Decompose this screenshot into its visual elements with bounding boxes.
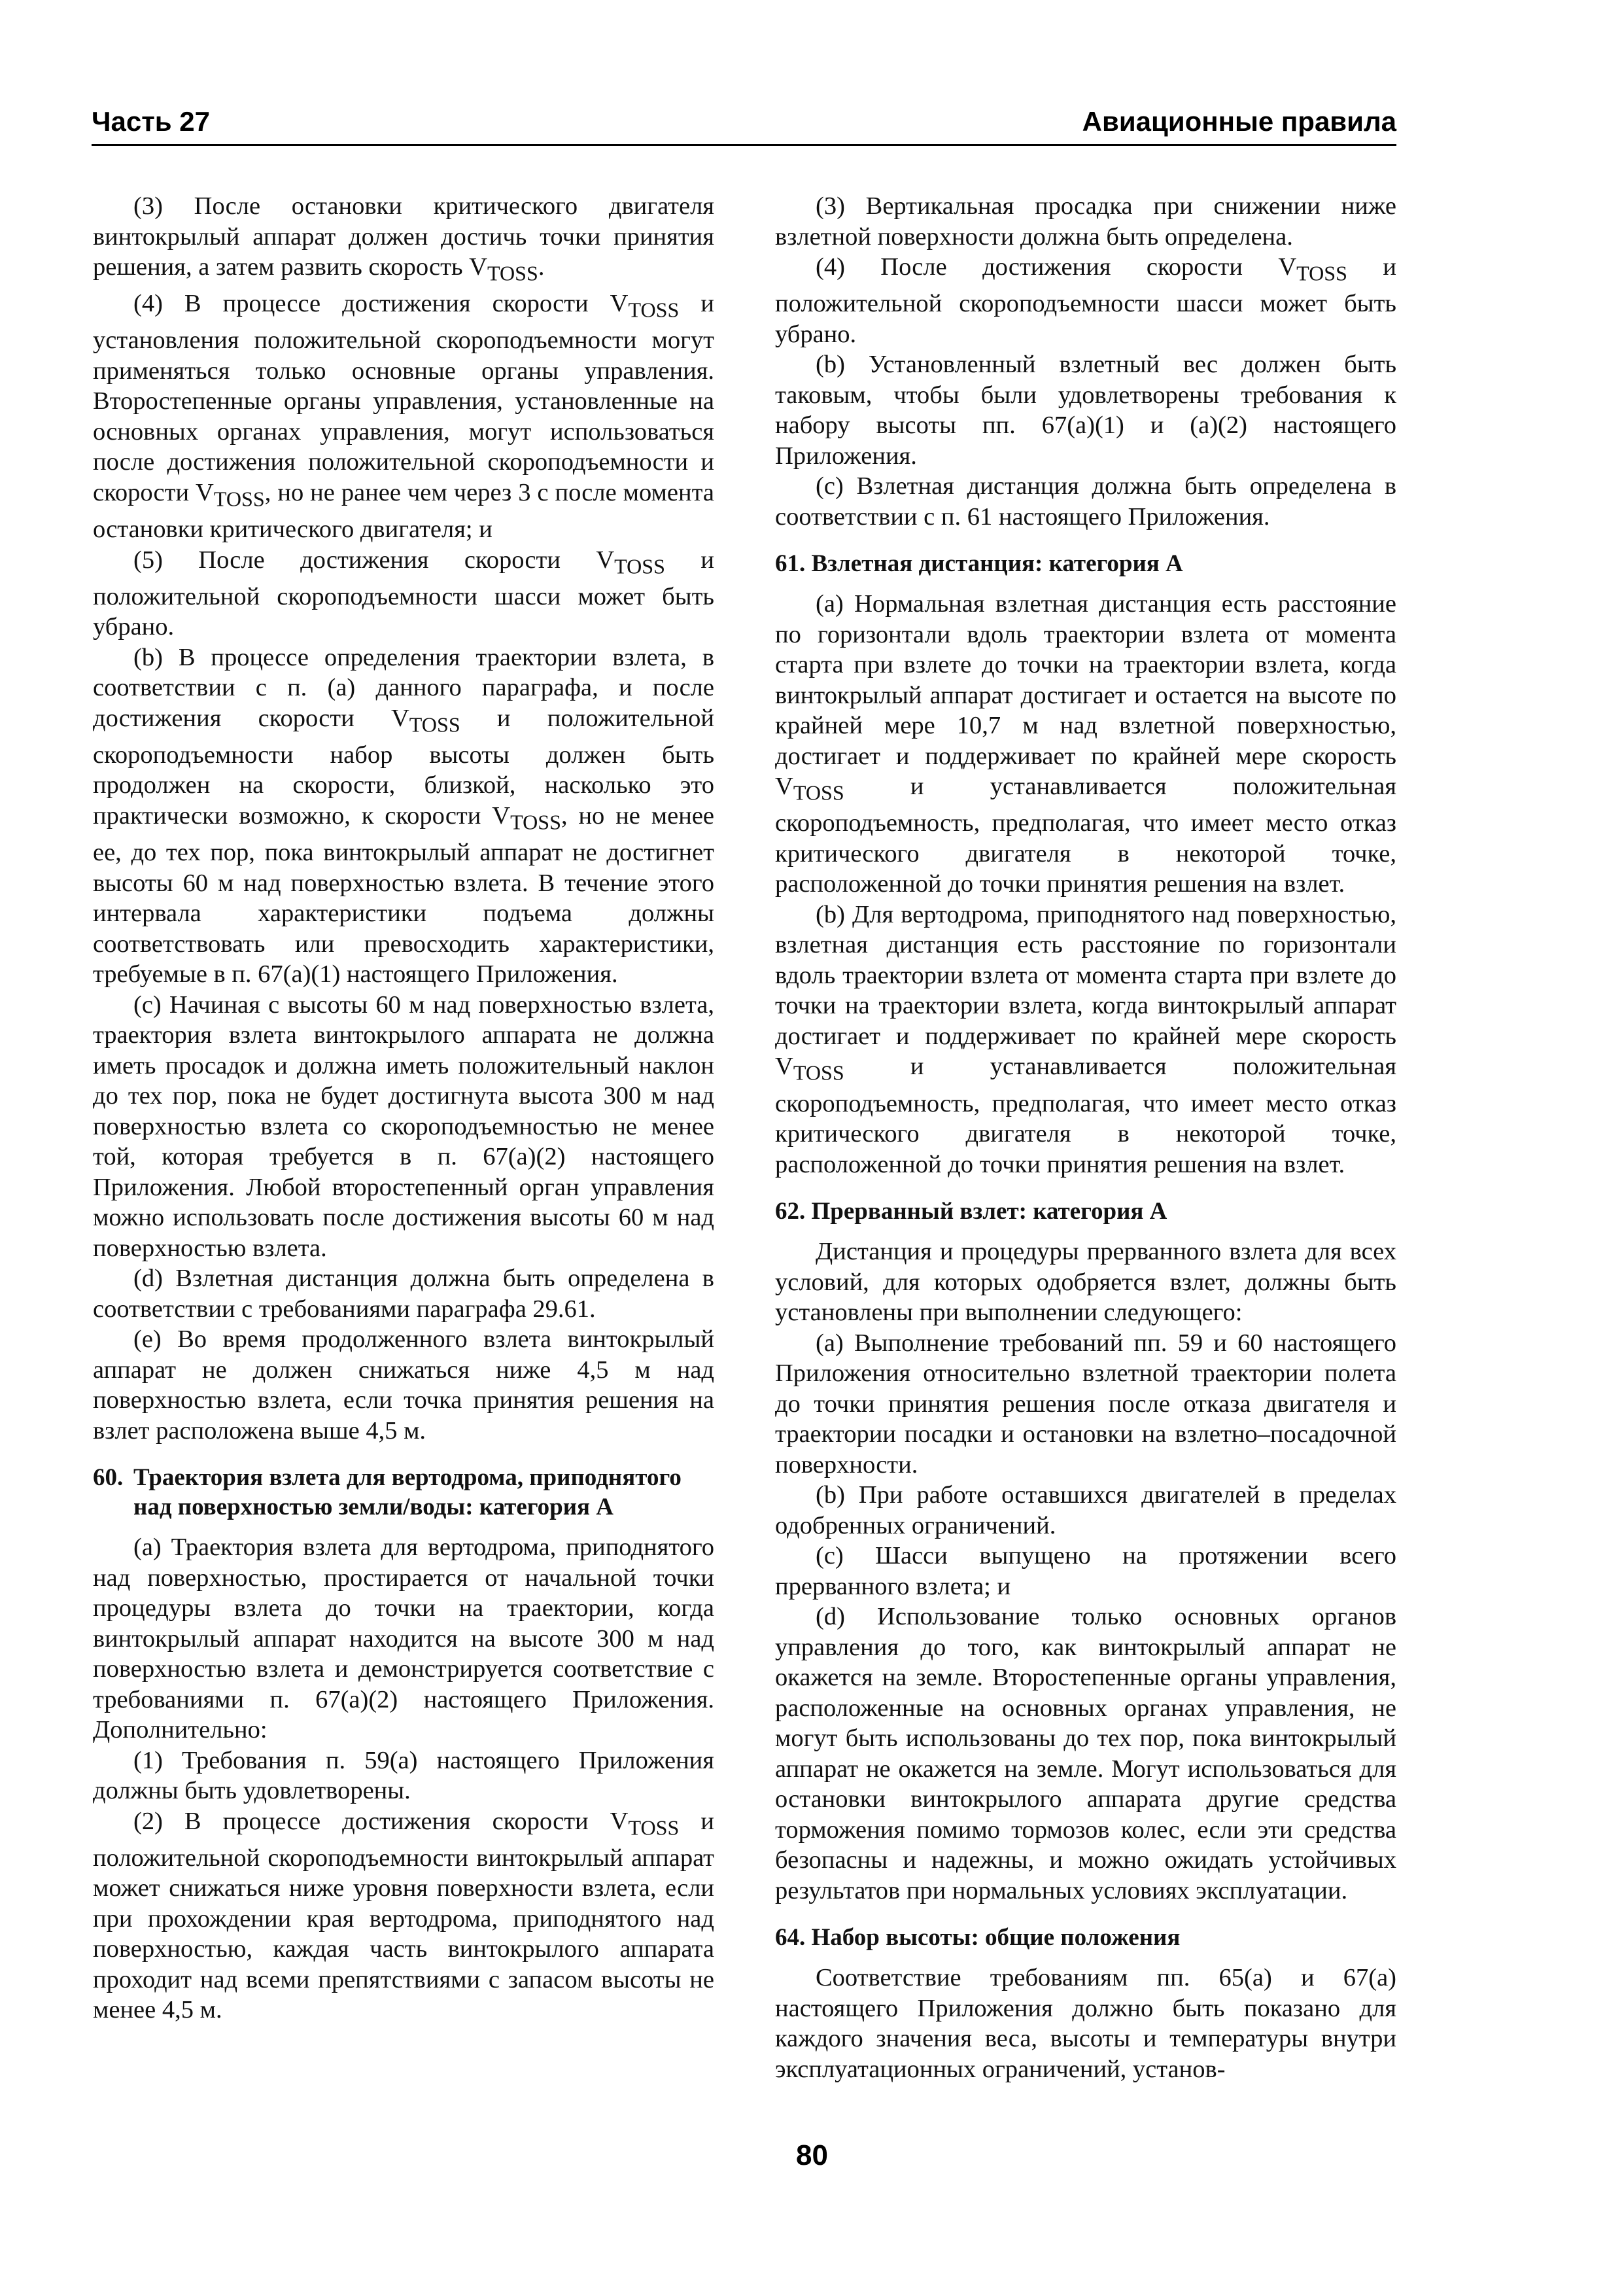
paragraph: (a) Траектория взлета для вертодрома, приподнятого над поверхностью, простирается от начальной точки процедуры взлета до точки на траектории, когда винтокрылый аппарат находится на высоте 300 м над поверхностью взлета и демонстрируется соответствие с требованиями п. 67(a)(2) настоящего Приложения. Дополнительно: bbox=[93, 1533, 714, 1744]
section-heading-60: 60. Траектория взлета для вертодрома, приподнятого над поверхностью земли/воды: категория А bbox=[93, 1464, 682, 1521]
paragraph: (b) При работе оставшихся двигателей в пределах одобренных ограничений. bbox=[775, 1481, 1396, 1539]
paragraph: (c) Шасси выпущено на протяжении всего прерванного взлета; и bbox=[775, 1542, 1396, 1600]
header-title: Авиационные правила bbox=[1082, 106, 1396, 137]
section-heading-61: 61. Взлетная дистанция: категория А bbox=[775, 550, 1183, 578]
left-column bbox=[93, 191, 714, 2025]
paragraph: (b) Для вертодрома, приподнятого над поверхностью, взлетная дистанция есть расстояние по горизонтали вдоль траектории взлета от момента старта при взлете до точки на траектории взлета, когда винтокрылый аппарат достигает и поддерживает по крайней мере скорость $V_{TOSS}$ и устанавливается положительная скороподъемность, предполагая, что имеет место отказ критического двигателя в некоторой точке, расположенной до точки принятия решения на взлет. bbox=[775, 900, 1396, 1178]
paragraph: (d) Взлетная дистанция должна быть определена в соответствии с требованиями параграфа 29.61. bbox=[93, 1265, 714, 1323]
section-heading-62: 62. Прерванный взлет: категория А bbox=[775, 1198, 1167, 1225]
running-header bbox=[92, 103, 1396, 146]
paragraph: (a) Выполнение требований пп. 59 и 60 настоящего Приложения относительно взлетной траектории полета до точки принятия решения после отказа двигателя и траектории посадки и остановки на взлетно–посадочной поверхности. bbox=[775, 1329, 1396, 1479]
paragraph: (4) После достижения скорости $V_{TOSS}$ и положительной скороподъемности шасси может быть убрано. bbox=[775, 253, 1396, 348]
paragraph: (c) Взлетная дистанция должна быть определена в соответствии с п. 61 настоящего Приложения. bbox=[775, 472, 1396, 531]
page-number: 80 bbox=[796, 2139, 828, 2171]
paragraph: (1) Требования п. 59(a) настоящего Приложения должны быть удовлетворены. bbox=[93, 1746, 714, 1805]
paragraph: (e) Во время продолженного взлета винтокрылый аппарат не должен снижаться ниже 4,5 м над поверхностью взлета, если точка принятия решения на взлет расположена выше 4,5 м. bbox=[93, 1325, 714, 1445]
paragraph: (3) Вертикальная просадка при снижении ниже взлетной поверхности должна быть определена. bbox=[775, 192, 1396, 251]
paragraph: Соответствие требованиям пп. 65(a) и 67(a) настоящего Приложения должно быть показано для каждого значения веса, высоты и температуры внутри эксплуатационных ограничений, установ- bbox=[775, 1964, 1396, 2083]
paragraph: Дистанция и процедуры прерванного взлета для всех условий, для которых одобряется взлет, должны быть установлены при выполнении следующего: bbox=[775, 1238, 1396, 1327]
paragraph: (b) Установленный взлетный вес должен быть таковым, чтобы были удовлетворены требования к набору высоты пп. 67(a)(1) и (a)(2) настоящего Приложения. bbox=[775, 351, 1396, 470]
header-part-label: Часть 27 bbox=[92, 106, 211, 137]
paragraph: (b) В процессе определения траектории взлета, в соответствии с п. (a) данного параграфа, и после достижения скорости $V_{TOSS}$ и положительной скороподъемности набор высоты должен быть продолжен на скорости, близкой, насколько это практически возможно, к скорости $V_{TOSS}$, но не менее ее, до тех пор, пока винтокрылый аппарат не достигнет высоты 60 м над поверхностью взлета. В течение этого интервала характеристики подъема должны соответствовать или превосходить характеристики, требуемые в п. 67(a)(1) настоящего Приложения. bbox=[93, 643, 714, 989]
paragraph: (4) В процессе достижения скорости $V_{TOSS}$ и установления положительной скороподъемности могут применяться только основные органы управления. Второстепенные органы управления, установленные на основных органах управления, могут использоваться после достижения положительной скороподъемности и скорости $V_{TOSS}$, но не ранее чем через 3 с после момента остановки критического двигателя; и bbox=[93, 290, 714, 544]
paragraph: (2) В процессе достижения скорости $V_{TOSS}$ и положительной скороподъемности винтокрылый аппарат может снижаться ниже уровня поверхности взлета, если при прохождении края вертодрома, приподнятого над поверхностью, каждая часть винтокрылого аппарата проходит над всеми препятствиями с запасом высоты не менее 4,5 м. bbox=[93, 1807, 714, 2024]
paragraph: (3) После остановки критического двигателя винтокрылый аппарат должен достичь точки принятия решения, а затем развить скорость $V_{TOSS}$. bbox=[93, 192, 714, 285]
right-column bbox=[775, 191, 1396, 2084]
paragraph: (d) Использование только основных органов управления до того, как винтокрылый аппарат не окажется на земле. Второстепенные органы управления, расположенные на основных органах управления, не могут быть использованы до тех пор, пока винтокрылый аппарат не окажется на земле. Могут использоваться для остановки винтокрылого аппарата другие средства торможения помимо тормозов колес, если эти средства безопасны и надежны, и можно ожидать устойчивых результатов при нормальных условиях эксплуатации. bbox=[775, 1603, 1396, 1904]
section-heading-64: 64. Набор высоты: общие положения bbox=[775, 1924, 1181, 1952]
paragraph: (a) Нормальная взлетная дистанция есть расстояние по горизонтали вдоль траектории взлета от момента старта при взлете до точки на траектории взлета, когда винтокрылый аппарат достигает и остается на высоте по крайней мере 10,7 м над взлетной поверхностью, достигает и поддерживает по крайней мере скорость $V_{TOSS}$ и устанавливается положительная скороподъемность, предполагая, что имеет место отказ критического двигателя в некоторой точке, расположенной до точки принятия решения на взлет. bbox=[775, 590, 1396, 898]
paragraph: (5) После достижения скорости $V_{TOSS}$ и положительной скороподъемности шасси может быть убрано. bbox=[93, 546, 714, 641]
paragraph: (c) Начиная с высоты 60 м над поверхностью взлета, траектория взлета винтокрылого аппарата не должна иметь просадок и должна иметь положительный наклон до тех пор, пока не будет достигнута высота 300 м над поверхностью взлета со скороподъемностью не менее той, которая требуется в п. 67(a)(2) настоящего Приложения. Любой второстепенный орган управления можно использовать после достижения высоты 60 м над поверхностью взлета. bbox=[93, 990, 714, 1262]
